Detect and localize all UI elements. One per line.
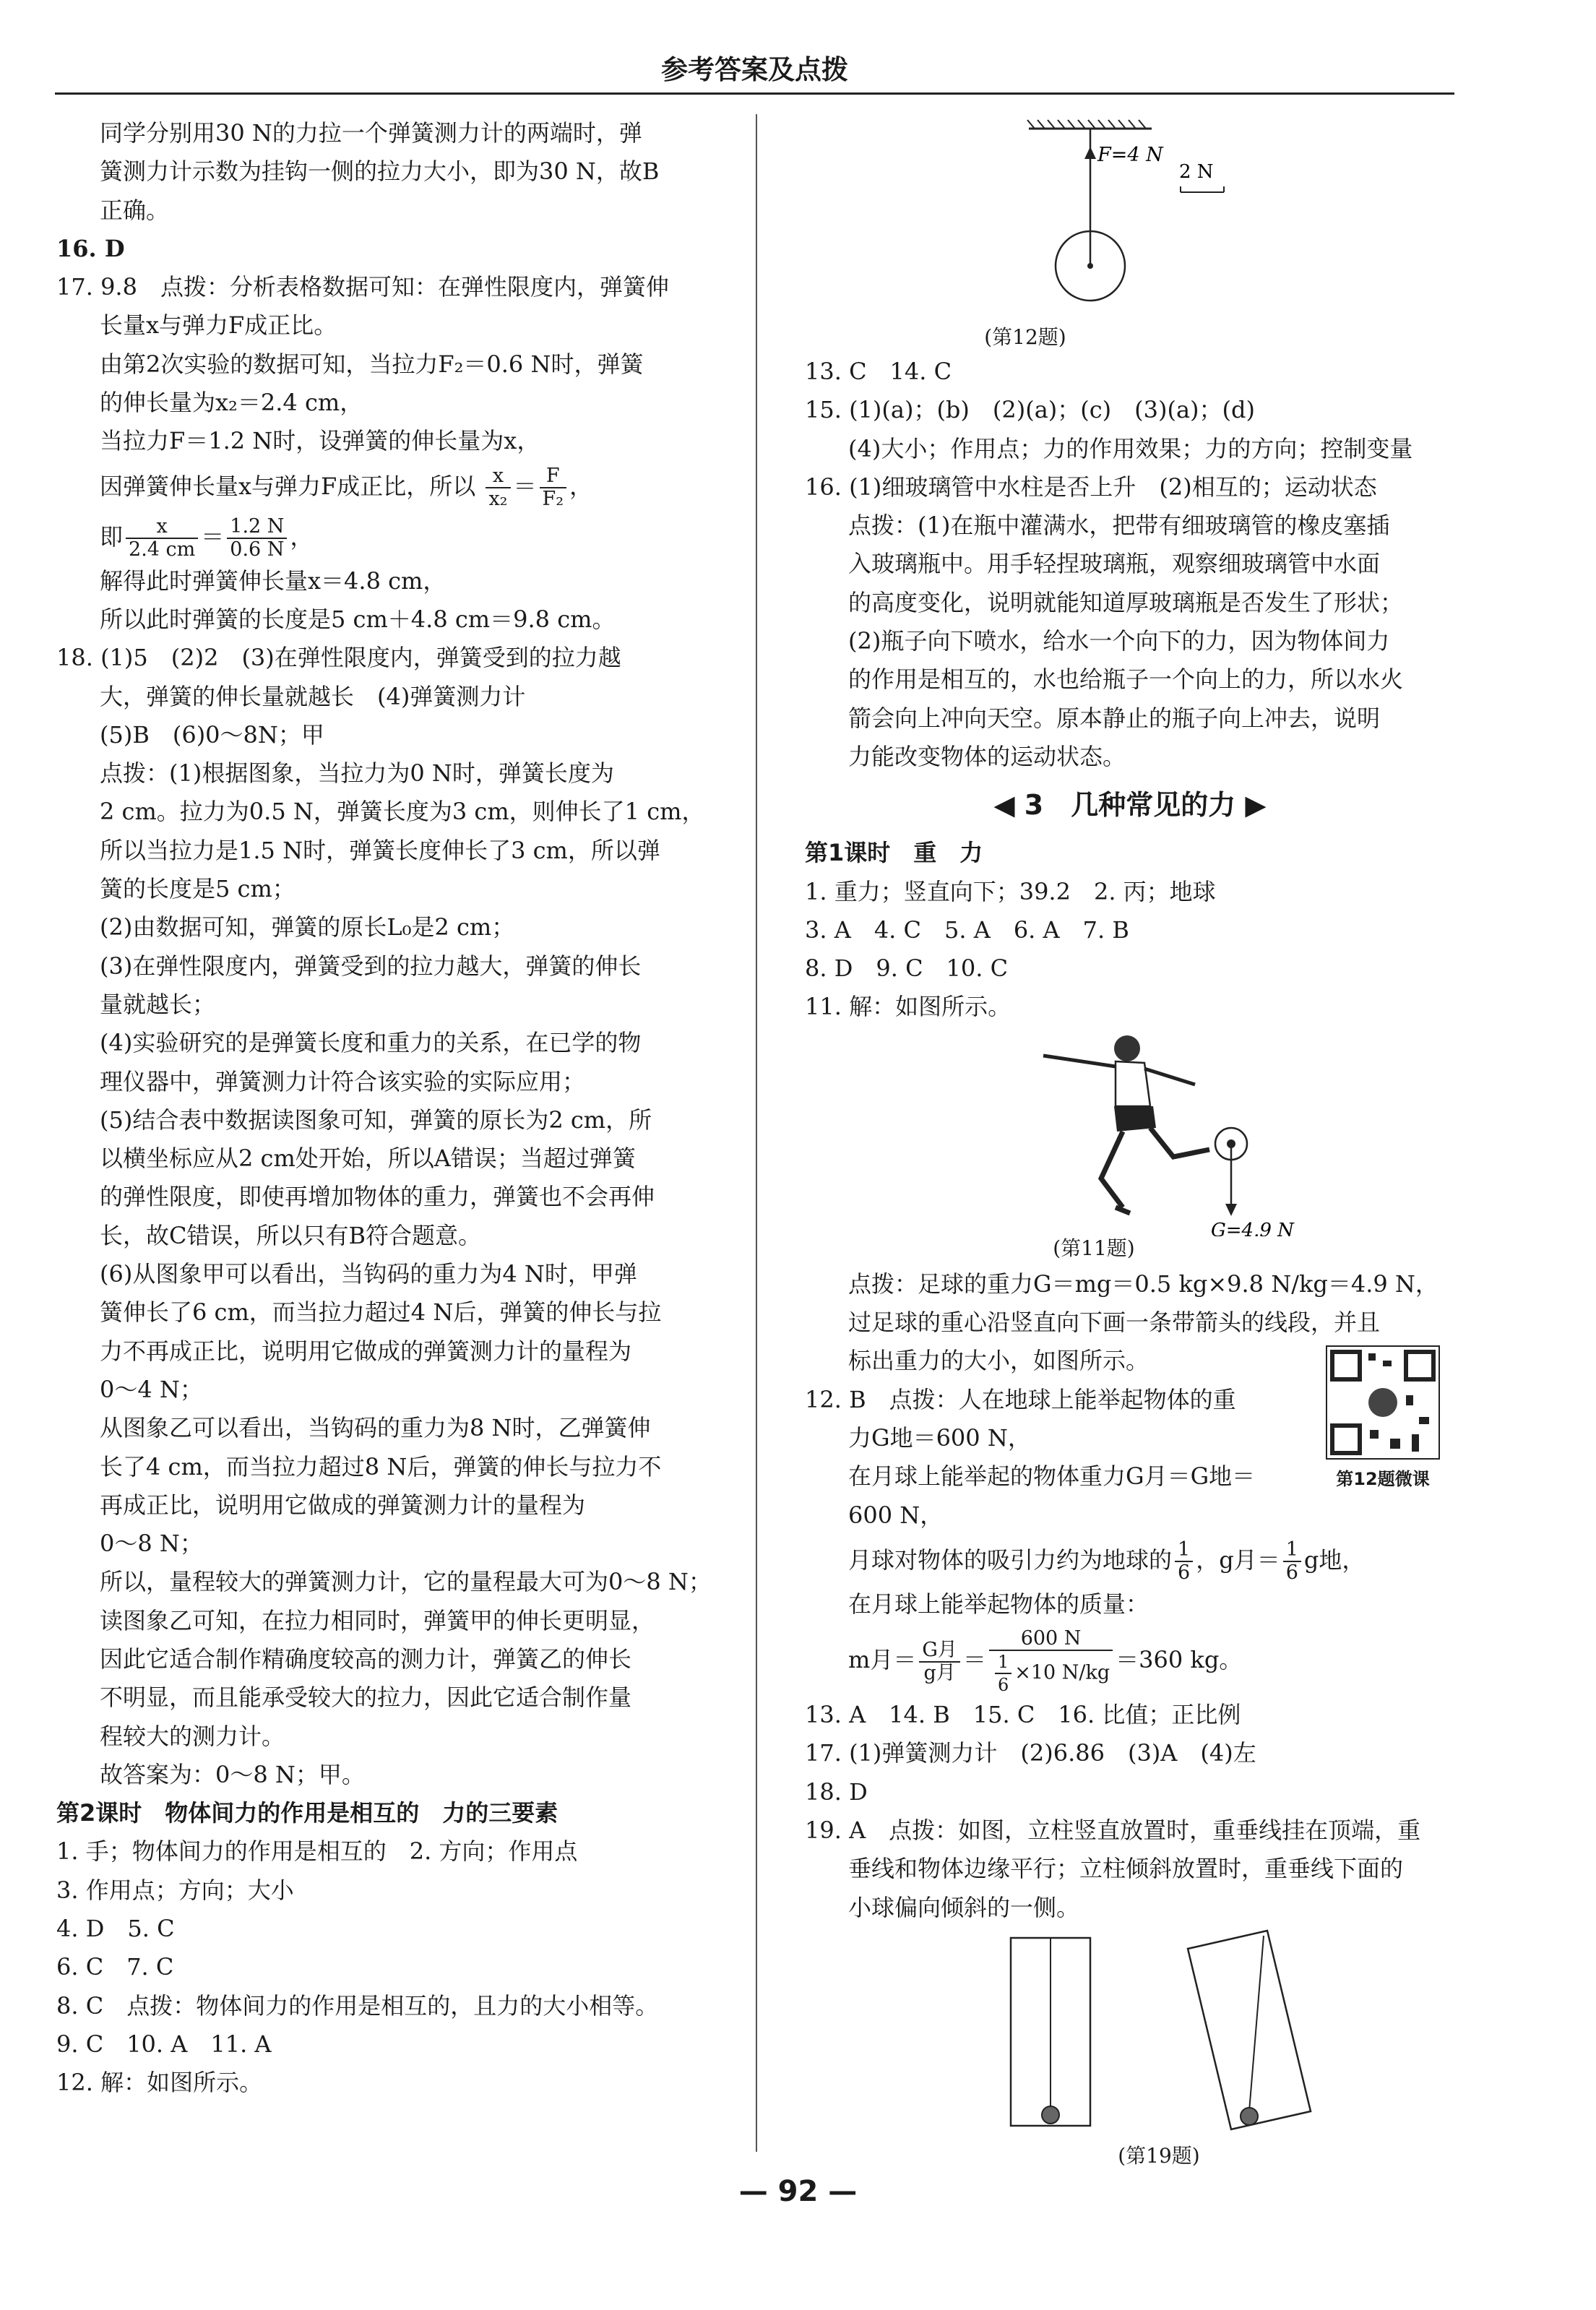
text-line: 的伸长量为x₂＝2.4 cm， (100, 389, 363, 417)
text-line: 再成正比，说明用它做成的弹簧测力计的量程为 (100, 1491, 586, 1519)
text-span: 月球对物体的吸引力约为地球的 (848, 1546, 1173, 1574)
text-line: 力G地＝600 N， (848, 1423, 1031, 1452)
denominator: g月 (923, 1661, 956, 1684)
denominator: 6 (1285, 1561, 1298, 1585)
equals: ＝ (962, 1646, 986, 1674)
text-line: 故答案为：0～8 N；甲。 (100, 1760, 365, 1788)
numerator: x (126, 516, 198, 539)
answer-line: 9. C 10. A 11. A (56, 2030, 272, 2058)
text-line: 从图象乙可以看出，当钩码的重力为8 N时，乙弹簧伸 (100, 1414, 651, 1442)
figure-caption: (第11题) (1053, 1236, 1135, 1260)
figure-19 (805, 1927, 1455, 2168)
text-span: 即 (100, 522, 124, 551)
text-line: 箭会向上冲向天空。原本静止的瓶子向上冲去，说明 (848, 704, 1381, 732)
text-line: 簧的长度是5 cm； (100, 875, 296, 903)
text-line: 力不再成正比，说明用它做成的弹簧测力计的量程为 (100, 1337, 632, 1365)
section-title: 第2课时 物体间力的作用是相互的 力的三要素 (56, 1799, 558, 1827)
formula-line (56, 512, 714, 562)
force-label: F=4 N (1097, 144, 1163, 166)
text-line: (3)在弹性限度内，弹簧受到的拉力越大，弹簧的伸长 (100, 952, 642, 980)
formula-line (56, 461, 714, 512)
text-line: 垂线和物体边缘平行；立柱倾斜放置时，重垂线下面的 (848, 1855, 1404, 1883)
numerator: 1 (1283, 1539, 1301, 1562)
figure-12 (805, 114, 1455, 353)
text-line: 的高度变化，说明就能知道厚玻璃瓶是否发生了形状； (848, 588, 1404, 616)
chapter-title: ◀ 3 几种常见的力 ▶ (993, 789, 1267, 822)
text-line: 所以当拉力是1.5 N时，弹簧长度伸长了3 cm，所以弹 (100, 836, 660, 864)
qr-label: 第12题微课 (1336, 1468, 1430, 1489)
answer-line: 17. (1)弹簧测力计 (2)6.86 (3)A (4)左 (805, 1739, 1256, 1767)
punct: ， (290, 522, 314, 551)
page-header: 参考答案及点拨 (661, 54, 848, 85)
text-span: m月＝ (848, 1646, 917, 1674)
text-line: 程较大的测力计。 (100, 1722, 285, 1750)
numerator: F (540, 465, 567, 488)
text-line: 不明显，而且能承受较大的拉力，因此它适合制作量 (100, 1684, 632, 1712)
denominator: 2.4 cm (129, 538, 196, 561)
answer-line: 8. D 9. C 10. C (805, 954, 1009, 983)
text-line: 标出重力的大小，如图所示。 (848, 1347, 1149, 1375)
fraction (995, 1651, 1011, 1696)
denominator: 6 (997, 1674, 1009, 1695)
answer-line: 11. 解：如图所示。 (805, 993, 1011, 1021)
answer-line: 3. A 4. C 5. A 6. A 7. B (805, 915, 1129, 944)
soccer-player-gravity-diagram (805, 1027, 1455, 1236)
answer-line: 18. (1)5 (2)2 (3)在弹性限度内，弹簧受到的拉力越 (56, 644, 621, 672)
answer-line: 13. A 14. B 15. C 16. 比值；正比例 (805, 1701, 1241, 1729)
formula-line (805, 1535, 1455, 1585)
right-column (805, 114, 1455, 2168)
answer-line: 17. 9.8 点拨：分析表格数据可知：在弹性限度内，弹簧伸 (56, 273, 669, 301)
text-line: (5)结合表中数据读图象可知，弹簧的原长为2 cm，所 (100, 1106, 652, 1134)
answer-line: 18. D (805, 1777, 868, 1806)
answer-line: 16. D (56, 234, 125, 262)
text-line: 正确。 (100, 196, 170, 224)
answer-line: 16. (1)细玻璃管中水柱是否上升 (2)相互的；运动状态 (805, 473, 1377, 501)
answer-line: 13. C 14. C (805, 358, 952, 385)
text-line: 所以，量程较大的弹簧测力计，它的量程最大可为0～8 N； (100, 1568, 712, 1596)
answer-line: 12. 解：如图所示。 (56, 2069, 263, 2097)
column-divider (756, 114, 757, 2152)
denominator: F₂ (542, 488, 564, 511)
text-line: 的弹性限度，即使再增加物体的重力，弹簧也不会再伸 (100, 1183, 655, 1211)
text-line: 在月球上能举起的物体重力G月＝G地＝ (848, 1462, 1256, 1491)
text-line: 长，故C错误，所以只有B符合题意。 (100, 1221, 482, 1249)
answer-line: 19. A 点拨：如图，立柱竖直放置时，重垂线挂在顶端，重 (805, 1816, 1421, 1845)
equals: ＝ (201, 522, 225, 551)
text-line: 当拉力F＝1.2 N时，设弹簧的伸长量为x， (100, 427, 540, 455)
text-line: (2)瓶子向下喷水，给水一个向下的力，因为物体间力 (848, 627, 1390, 655)
text-line: 点拨：(1)根据图象，当拉力为0 N时，弹簧长度为 (100, 759, 614, 788)
figure-caption: (第19题) (1118, 2143, 1200, 2168)
text-line: 力能改变物体的运动状态。 (848, 742, 1126, 770)
text-line: 小球偏向倾斜的一侧。 (848, 1893, 1080, 1921)
punct: ， (569, 472, 593, 500)
fraction (227, 516, 287, 561)
text-line: 长量x与弹力F成正比。 (100, 311, 337, 340)
text-line: 长了4 cm，而当拉力超过8 N后，弹簧的伸长与拉力不 (100, 1452, 662, 1481)
text-line: 解得此时弹簧伸长量x＝4.8 cm， (100, 566, 447, 595)
page-number: — 92 — (738, 2175, 858, 2208)
text-line: 的作用是相互的，水也给瓶子一个向上的力，所以水火 (848, 665, 1404, 694)
text-line: 同学分别用30 N的力拉一个弹簧测力计的两端时，弹 (100, 119, 642, 147)
text-line: 以横坐标应从2 cm处开始，所以A错误；当超过弹簧 (100, 1145, 636, 1173)
text-line: (4)实验研究的是弹簧长度和重力的关系，在已学的物 (100, 1029, 642, 1057)
text-line: (6)从图象甲可以看出，当钩码的重力为4 N时，甲弹 (100, 1260, 637, 1288)
scale-label: 2 N (1179, 161, 1214, 183)
gravity-label: G=4.9 N (1211, 1219, 1294, 1236)
text-line: 在月球上能举起物体的质量： (848, 1590, 1149, 1618)
header-rule (55, 92, 1454, 95)
fraction (989, 1628, 1113, 1696)
text-line: (5)B (6)0～8N；甲 (100, 720, 324, 749)
text-line: 簧伸长了6 cm，而当拉力超过4 N后，弹簧的伸长与拉 (100, 1298, 662, 1327)
text-line: 读图象乙可知，在拉力相同时，弹簧甲的伸长更明显， (100, 1606, 655, 1634)
section-title: 第1课时 重 力 (805, 839, 983, 867)
answer-line: 15. (1)(a)；(b) (2)(a)；(c) (3)(a)；(d) (805, 396, 1255, 424)
text-line: 2 cm。拉力为0.5 N，弹簧长度为3 cm，则伸长了1 cm， (100, 798, 705, 826)
numerator: 1 (995, 1651, 1011, 1674)
denominator (989, 1651, 1113, 1696)
text-span: 因弹簧伸长量x与弹力F成正比，所以 (100, 472, 476, 500)
fraction (919, 1639, 960, 1684)
denominator: 6 (1178, 1561, 1191, 1585)
text-line: 理仪器中，弹簧测力计符合该实验的实际应用； (100, 1067, 586, 1095)
fraction (126, 516, 198, 561)
figure-caption: (第12题) (984, 325, 1066, 349)
numerator: x (486, 465, 510, 488)
text-span: ＝360 kg。 (1116, 1646, 1243, 1674)
fraction (1175, 1539, 1193, 1584)
text-line: 所以此时弹簧的长度是5 cm＋4.8 cm＝9.8 cm。 (100, 605, 616, 633)
equals: ＝ (513, 472, 537, 500)
text-line: 过足球的重心沿竖直向下画一条带箭头的线段，并且 (848, 1309, 1381, 1337)
text-line: 由第2次实验的数据可知，当拉力F₂＝0.6 N时，弹簧 (100, 350, 644, 378)
text-line: 点拨：(1)在瓶中灌满水，把带有细玻璃管的橡皮塞插 (848, 512, 1390, 540)
answer-line: 6. C 7. C (56, 1953, 174, 1981)
fraction (540, 465, 567, 510)
text-line: (4)大小；作用点；力的作用效果；力的方向；控制变量 (848, 434, 1413, 462)
numerator: 1.2 N (227, 516, 287, 539)
text-line: 簧测力计示数为挂钩一侧的拉力大小，即为30 N，故B (100, 158, 660, 186)
text-line: 点拨：足球的重力G＝mg＝0.5 kg×9.8 N/kg＝4.9 N， (848, 1270, 1438, 1298)
left-column (56, 114, 714, 2103)
answer-line: 1. 重力；竖直向下；39.2 2. 丙；地球 (805, 877, 1216, 905)
formula-line (805, 1624, 1455, 1696)
text-line: 大，弹簧的伸长量就越长 (4)弹簧测力计 (100, 682, 526, 710)
text-span: ，g月＝ (1196, 1546, 1280, 1574)
answer-line: 1. 手；物体间力的作用是相互的 2. 方向；作用点 (56, 1837, 578, 1866)
text-line: 0～8 N； (100, 1530, 203, 1558)
answer-line: 8. C 点拨：物体间力的作用是相互的，且力的大小相等。 (56, 1991, 659, 2020)
text-span: g地， (1303, 1546, 1366, 1574)
denominator: 0.6 N (230, 538, 285, 561)
figure-11 (805, 1027, 1455, 1265)
answer-line: 4. D 5. C (56, 1915, 175, 1943)
text-line: 因此它适合制作精确度较高的测力计，弹簧乙的伸长 (100, 1645, 632, 1673)
text-line: 0～4 N； (100, 1375, 203, 1403)
text-line: 600 N， (848, 1501, 944, 1529)
fraction (486, 465, 510, 510)
text-line: 入玻璃瓶中。用手轻捏玻璃瓶，观察细玻璃管中水面 (848, 550, 1381, 578)
text-span: ×10 N/kg (1014, 1661, 1110, 1684)
numerator: G月 (919, 1639, 960, 1663)
numerator: 1 (1175, 1539, 1193, 1562)
fraction (1283, 1539, 1301, 1584)
pendulum-force-diagram (805, 114, 1455, 324)
text-line: 量就越长； (100, 990, 216, 1018)
plumb-line-diagram (805, 1927, 1455, 2137)
text-line: (2)由数据可知，弹簧的原长L₀是2 cm； (100, 913, 515, 941)
answer-line: 12. B 点拨：人在地球上能举起物体的重 (805, 1385, 1236, 1413)
q12-block (805, 1381, 1455, 1535)
answer-line: 3. 作用点；方向；大小 (56, 1876, 294, 1904)
qr-code[interactable] (1325, 1345, 1441, 1494)
numerator: 600 N (989, 1628, 1113, 1651)
denominator: x₂ (488, 488, 508, 511)
